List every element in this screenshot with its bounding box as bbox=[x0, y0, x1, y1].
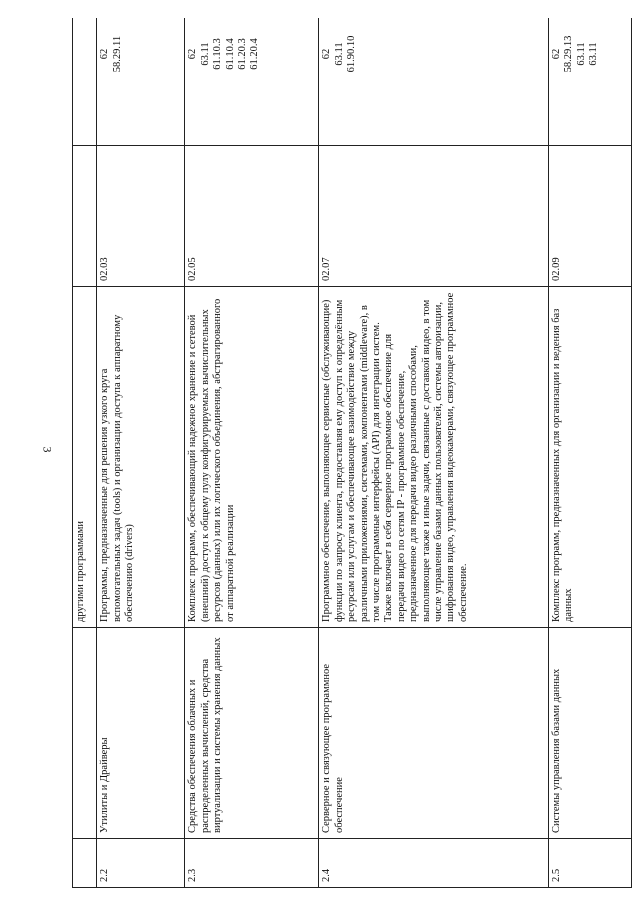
okved-code: 62 bbox=[321, 48, 333, 60]
cell-okved bbox=[319, 18, 549, 146]
cell-code: 02.07 bbox=[319, 146, 549, 287]
cell-name: Средства обеспечения облачных и распределенных вычислений, средства виртуализации и системы хранения данных bbox=[185, 628, 319, 839]
rotated-table-viewport bbox=[72, 18, 632, 888]
okved-code: 63.11 bbox=[199, 42, 211, 66]
okved-code: 61.20.4 bbox=[249, 38, 261, 70]
cell-okved bbox=[549, 18, 632, 146]
okved-code: 61.10.3 bbox=[212, 38, 224, 70]
okved-code: 61.20.3 bbox=[236, 38, 248, 70]
cell-num: 2.2 bbox=[97, 839, 185, 888]
cell-description: Программы, предназначенные для решения узкого круга вспомогательных задач (tools) и организации доступа к аппаратному обеспечению (drivers) bbox=[97, 287, 185, 628]
cell-num: 2.5 bbox=[549, 839, 632, 888]
okved-code: 62 bbox=[551, 48, 562, 60]
rotated-table bbox=[72, 18, 632, 888]
cell-code: 02.09 bbox=[549, 146, 632, 287]
okved-code: 58.29.13 bbox=[563, 35, 575, 73]
table-row bbox=[185, 18, 319, 888]
cell-name: Системы управления базами данных bbox=[549, 628, 632, 839]
table-row bbox=[549, 18, 632, 888]
okved-code: 63.11 bbox=[575, 42, 587, 66]
cell-okved bbox=[185, 18, 319, 146]
cell-name bbox=[73, 628, 97, 839]
okved-code: 62 bbox=[187, 48, 199, 60]
okved-code: 62 bbox=[99, 48, 111, 60]
cell-code bbox=[73, 146, 97, 287]
okved-code: 61.10.4 bbox=[224, 38, 236, 70]
okved-code: 61.90.10 bbox=[346, 35, 358, 73]
registry-table bbox=[72, 18, 632, 888]
cell-code: 02.03 bbox=[97, 146, 185, 287]
cell-num: 2.4 bbox=[319, 839, 549, 888]
cell-num bbox=[73, 839, 97, 888]
cell-description: Комплекс программ, предназначенных для организации и ведения баз данных bbox=[549, 287, 632, 628]
okved-code: 63.11 bbox=[588, 42, 600, 66]
cell-description: другими программами bbox=[73, 287, 97, 628]
okved-code: 63.11 bbox=[333, 42, 345, 66]
cell-description: Комплекс программ, обеспечивающий надежное хранение и сетевой (внешний) доступ к общему пулу конфигурируемых вычислительных ресурсов (данных) или их логического объединения, абстрагированного от аппаратной реализации bbox=[185, 287, 319, 628]
cell-okved bbox=[73, 18, 97, 146]
table-row bbox=[97, 18, 185, 888]
table-row bbox=[319, 18, 549, 888]
table-row-continuation bbox=[73, 18, 97, 888]
cell-code: 02.05 bbox=[185, 146, 319, 287]
cell-description: Программное обеспечение, выполняющее сервисные (обслуживающие) функции по запросу клиента, предоставляя ему доступ к определённым ресурсам или услугам и обеспечивающее взаимодействие между различными приложениями, системами, компонентами (middleware), в том числе программные интерфейсы (API) для интеграции систем. Также включает в себя серверное программное обеспечение для передачи видео по сетям IP - программное обеспечение, предназначенное для передачи видео различными способами, выполняющее также и иные задачи, связанные с доставкой видео, в том числе управление базами данных пользователей, системы авторизации, шифрования видео, управления видеокамерами, связующее программное обеспечение. bbox=[319, 287, 549, 628]
cell-num: 2.3 bbox=[185, 839, 319, 888]
page-number: 3 bbox=[40, 446, 55, 453]
cell-okved bbox=[97, 18, 185, 146]
cell-name: Серверное и связующее программное обеспечение bbox=[319, 628, 549, 839]
cell-name: Утилиты и Драйверы bbox=[97, 628, 185, 839]
okved-code: 58.29.11 bbox=[111, 35, 123, 73]
